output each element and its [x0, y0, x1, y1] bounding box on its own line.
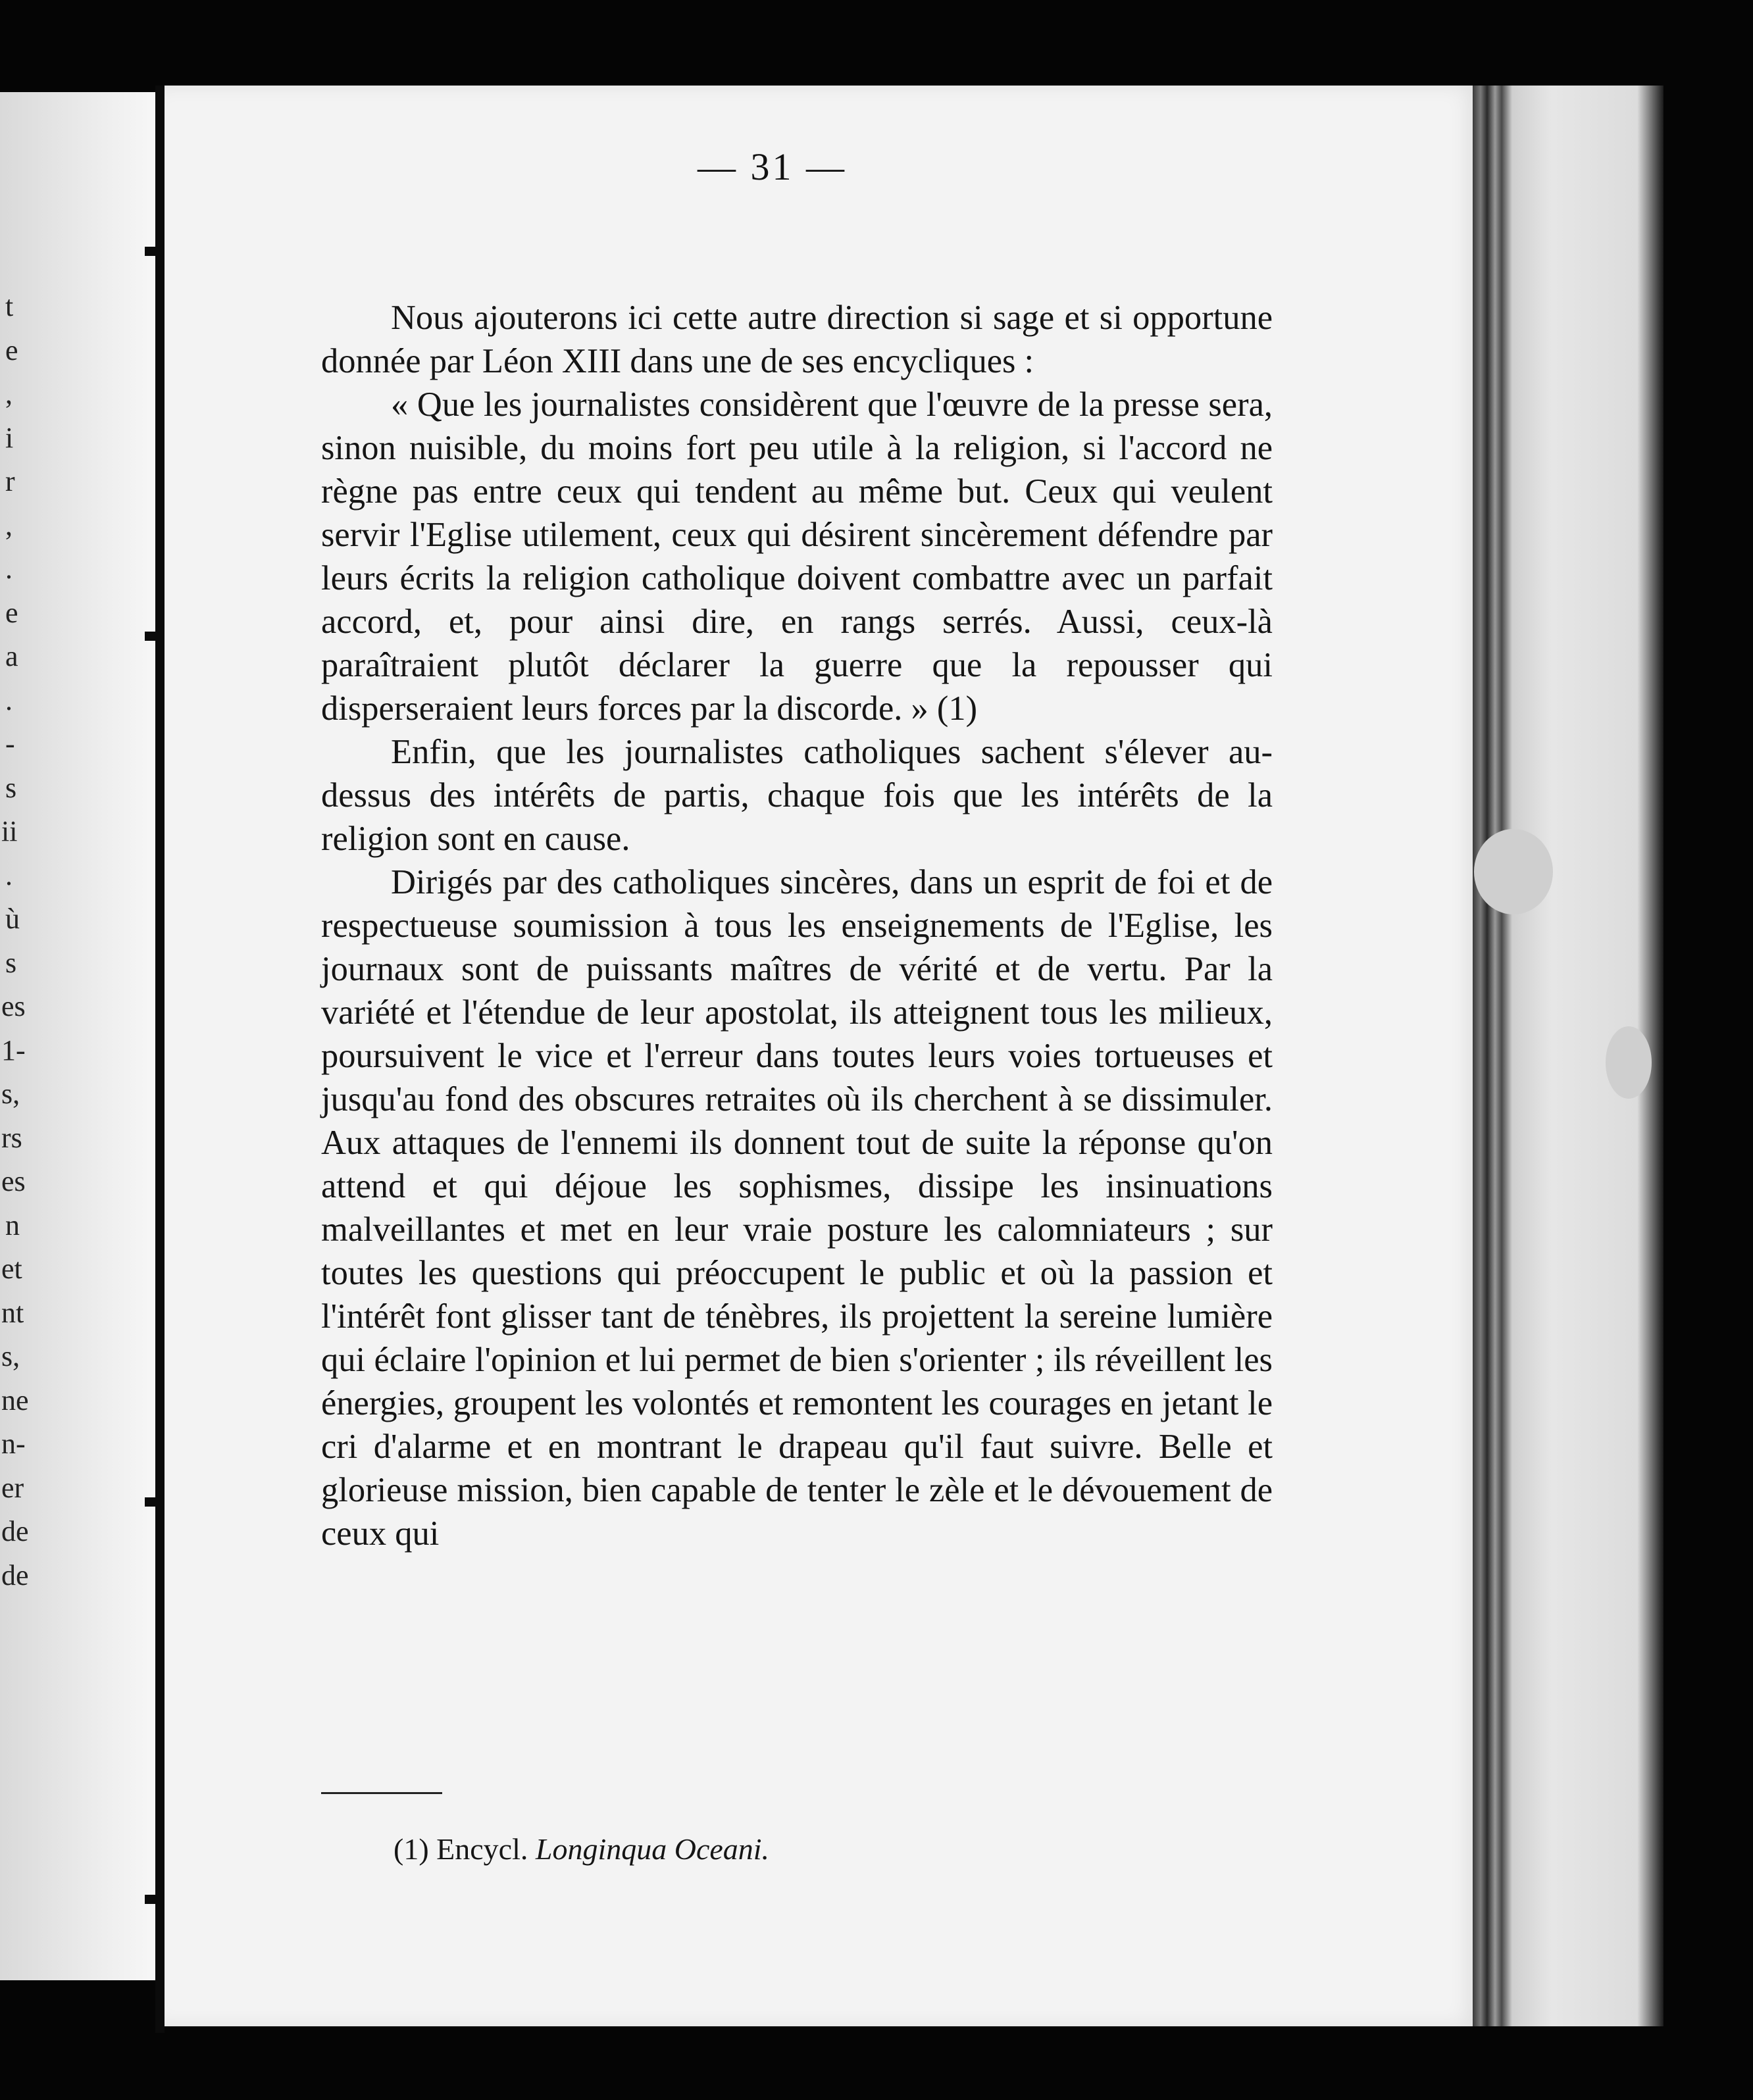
facing-page-fragment: a	[5, 640, 18, 672]
paragraph: Enfin, que les journalistes catholiques sachent s'élever au-dessus des intérêts de partis, chaque fois que les intérêts de la religion sont en cause.	[321, 733, 1273, 858]
facing-page-fragment: es	[1, 990, 26, 1022]
paragraph: Dirigés par des catholiques sincères, dans un esprit de foi et de respectueuse soumission à tous les enseignements de l'Eglise, les journaux sont de puissants maîtres de vérité et de vertu. Par la variété et l'étendue de leur apostolat, ils atteignent tous les milieux, poursuivent le vice et l'erreur dans toutes leurs voies tortueuses et jusqu'au fond des obscures retraites où ils cherchent à se dissimuler. Aux attaques de l'ennemi ils donnent tout de suite la réponse qu'on attend et qui déjoue les sophismes, dissipe les insinuations malveillantes et met en leur vraie posture les calomniateurs ; sur toutes les questions qui préoccupent le public et où la passion et l'intérêt font glisser tant de ténèbres, ils projettent la sereine lumière qui éclaire l'opinion et lui permet de bien s'orienter ; ils réveillent les énergies, groupent les volontés et remontent les courages en jetant le cri d'alarme et en montrant le drapeau qu'il faut suivre. Belle et glorieuse mission, bien capable de tenter le zèle et le dévouement de ceux qui	[321, 863, 1273, 1553]
body-text	[321, 296, 1273, 1555]
facing-page-fragment: s	[5, 771, 17, 804]
facing-page-fragment: 1-	[1, 1034, 26, 1066]
facing-page-fragment: e	[5, 596, 18, 629]
paper-stain	[1606, 1026, 1652, 1099]
facing-page-text-fragments	[0, 92, 157, 1980]
facing-page-fragment: nt	[1, 1296, 24, 1329]
facing-page-fragment: n	[5, 1209, 20, 1241]
facing-page-fragment: s,	[1, 1078, 20, 1110]
facing-page-fragment: de	[1, 1559, 29, 1591]
facing-page	[0, 92, 157, 1980]
facing-page-fragment: s	[5, 946, 17, 979]
footnote	[394, 1832, 769, 1866]
page-number: — 31 —	[698, 145, 847, 188]
facing-page-fragment: ne	[1, 1384, 29, 1416]
facing-page-fragment: .	[5, 684, 13, 716]
facing-page-fragment: ,	[5, 509, 13, 541]
facing-page-fragment: -	[5, 728, 15, 760]
facing-page-fragment: s,	[1, 1340, 20, 1372]
facing-page-fragment: es	[1, 1165, 26, 1197]
facing-page-fragment: er	[1, 1471, 24, 1504]
facing-page-fragment: .	[5, 553, 13, 585]
facing-page-fragment: r	[5, 465, 15, 497]
paragraph-quotation: « Que les journalistes considèrent que l'œuvre de la presse sera, sinon nuisible, du moins fort peu utile à la religion, si l'accord ne règne pas entre ceux qui tendent au même but. Ceux qui veulent servir l'Eglise utilement, ceux qui désirent sincèrement défendre par leurs écrits la religion catholique doivent combattre avec un parfait accord, et, pour ainsi dire, en rangs serrés. Aussi, ceux-là paraîtraient plutôt déclarer la guerre que la repousser qui disperseraient leurs forces par la discorde. » (1)	[321, 386, 1273, 728]
facing-page-fragment: i	[5, 421, 14, 454]
book-spine	[155, 86, 165, 2033]
facing-page-fragment: et	[1, 1253, 22, 1285]
facing-page-fragment: .	[5, 859, 13, 891]
footnote-separator	[321, 1792, 442, 1794]
facing-page-fragment: e	[5, 334, 18, 366]
facing-page-fragment: de	[1, 1515, 29, 1547]
paper-stain	[1474, 829, 1553, 914]
paragraph: Nous ajouterons ici cette autre direction si sage et si opportune donnée par Léon XIII dans une de ses encycliques :	[321, 299, 1273, 380]
facing-page-fragment: ,	[5, 378, 13, 410]
facing-page-fragment: ii	[1, 815, 18, 847]
facing-page-fragment: ù	[5, 903, 20, 935]
footnote-title: Longinqua Oceani.	[535, 1832, 770, 1866]
facing-page-fragment: t	[5, 290, 14, 322]
facing-page-fragment: n-	[1, 1428, 26, 1460]
footnote-prefix: (1) Encycl.	[394, 1832, 536, 1866]
facing-page-fragment: rs	[1, 1121, 22, 1154]
